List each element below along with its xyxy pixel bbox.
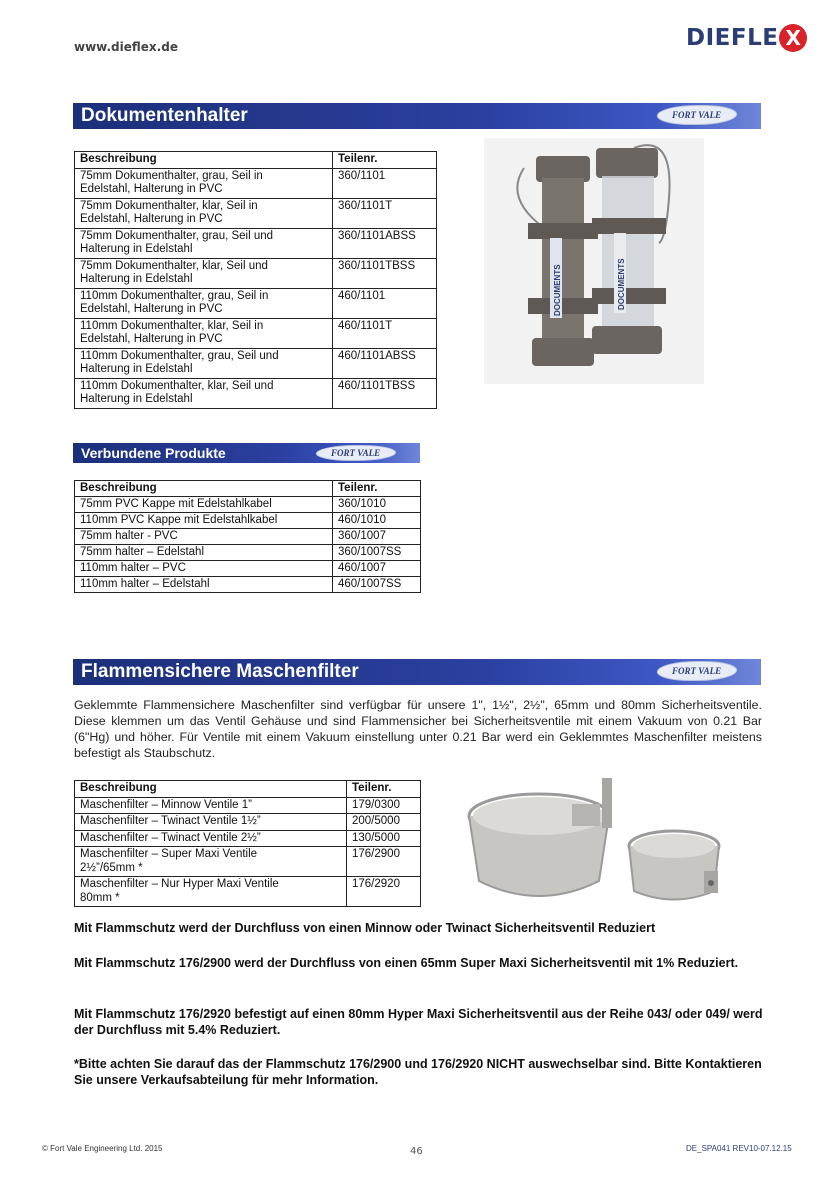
table-row xyxy=(75,529,421,545)
logo-text: DIEFLE xyxy=(686,25,779,51)
table-row xyxy=(75,288,437,318)
description-line: Halterung in Edelstahl xyxy=(80,393,193,405)
footer-doc-revision: DE_SPA041 REV10-07.12.15 xyxy=(686,1144,792,1153)
table-row xyxy=(75,228,437,258)
cell-beschreibung xyxy=(75,378,333,408)
cell-beschreibung xyxy=(75,814,347,831)
maschenfilter-description: Geklemmte Flammensichere Maschenfilter sind verfügbar für unsere 1", 1½", 2½", 65mm und 80mm Sicherheitsventile. Diese klemmen um das Ventil Gehäuse und sind Flammensicher bei Sicherheitsventile mit einem Vakuum von 0.21 Bar (6"Hg) und höher. Für Ventile mit einem Vakuum einstellung unter 0.21 Bar werd ein Geklemmtes Maschenfilter meistens befestigt als Staubschutz. xyxy=(74,698,762,760)
document-holder-illustration xyxy=(484,138,704,384)
cell-teilenr: 460/1007 xyxy=(333,561,421,577)
table-row xyxy=(75,545,421,561)
cell-teilenr: 460/1101ABSS xyxy=(333,348,437,378)
description-line: 110mm Dokumenthalter, klar, Seil in xyxy=(80,319,264,332)
mesh-filter-illustration xyxy=(464,776,744,906)
fort-vale-badge-text: FORT VALE xyxy=(331,448,381,458)
description-line: Edelstahl, Halterung in PVC xyxy=(80,213,223,225)
column-header-teilenr: Teilenr. xyxy=(347,781,421,798)
cell-beschreibung xyxy=(75,168,333,198)
description-line: 2½”/65mm * xyxy=(80,861,143,874)
column-header-beschreibung: Beschreibung xyxy=(75,481,333,497)
cell-beschreibung: 110mm PVC Kappe mit Edelstahlkabel xyxy=(75,513,333,529)
cell-teilenr: 360/1101TBSS xyxy=(333,258,437,288)
section-title-flammensichere-maschenfilter xyxy=(73,659,761,685)
description-line: Maschenfilter – Minnow Ventile 1” xyxy=(80,798,252,811)
column-header-teilenr: Teilenr. xyxy=(333,152,437,169)
cell-teilenr: 460/1101T xyxy=(333,318,437,348)
table-header-row xyxy=(75,781,421,798)
table-row xyxy=(75,830,421,847)
description-line: 80mm * xyxy=(80,891,120,904)
fort-vale-badge xyxy=(654,661,740,681)
description-line: Halterung in Edelstahl xyxy=(80,243,193,255)
cell-beschreibung xyxy=(75,288,333,318)
cell-beschreibung xyxy=(75,348,333,378)
cell-teilenr: 460/1007SS xyxy=(333,577,421,593)
cell-beschreibung xyxy=(75,830,347,847)
cell-beschreibung: 75mm halter – Edelstahl xyxy=(75,545,333,561)
fort-vale-badge-text: FORT VALE xyxy=(672,110,722,120)
description-line: Halterung in Edelstahl xyxy=(80,363,193,375)
cell-teilenr: 360/1007 xyxy=(333,529,421,545)
website-url[interactable]: www.dieflex.de xyxy=(74,40,178,54)
table-row xyxy=(75,378,437,408)
fort-vale-badge xyxy=(654,105,740,125)
description-line: 110mm Dokumenthalter, grau, Seil in xyxy=(80,289,269,302)
note-not-interchangeable: *Bitte achten Sie darauf das der Flammschutz 176/2900 und 176/2920 NICHT auswechselbar sind. Bitte Kontaktieren Sie unsere Verkaufsabteilung für mehr Information. xyxy=(74,1057,762,1087)
cell-teilenr: 460/1101 xyxy=(333,288,437,318)
cell-beschreibung xyxy=(75,258,333,288)
mesh-filter-photo xyxy=(464,776,744,906)
cell-beschreibung xyxy=(75,847,347,877)
section-title-text: Verbundene Produkte xyxy=(81,445,226,461)
footer-copyright: © Fort Vale Engineering Ltd. 2015 xyxy=(42,1144,163,1153)
table-row xyxy=(75,577,421,593)
cell-teilenr: 360/1007SS xyxy=(333,545,421,561)
cell-teilenr: 176/2900 xyxy=(347,847,421,877)
section-title-text: Flammensichere Maschenfilter xyxy=(81,661,359,682)
logo-x-mark: X xyxy=(779,24,807,52)
column-header-beschreibung: Beschreibung xyxy=(75,152,333,169)
section-title-dokumentenhalter xyxy=(73,103,761,129)
description-line: Maschenfilter – Twinact Ventile 1½” xyxy=(80,815,261,827)
table-row xyxy=(75,513,421,529)
description-line: 75mm Dokumenthalter, klar, Seil und xyxy=(80,259,268,272)
description-line: Halterung in Edelstahl xyxy=(80,273,193,285)
table-row xyxy=(75,561,421,577)
table-row xyxy=(75,877,421,907)
cell-teilenr: 460/1010 xyxy=(333,513,421,529)
cell-beschreibung: 75mm PVC Kappe mit Edelstahlkabel xyxy=(75,497,333,513)
cell-beschreibung xyxy=(75,318,333,348)
column-header-teilenr: Teilenr. xyxy=(333,481,421,497)
cell-beschreibung xyxy=(75,198,333,228)
cell-teilenr: 179/0300 xyxy=(347,797,421,814)
table-row xyxy=(75,168,437,198)
table-header-row xyxy=(75,152,437,169)
description-line: Edelstahl, Halterung in PVC xyxy=(80,183,223,195)
description-line: Maschenfilter – Twinact Ventile 2½” xyxy=(80,831,261,844)
fort-vale-badge-text: FORT VALE xyxy=(672,666,722,676)
description-line: 110mm Dokumenthalter, klar, Seil und xyxy=(80,379,274,392)
table-header-row xyxy=(75,481,421,497)
table-row xyxy=(75,258,437,288)
description-line: 75mm Dokumenthalter, grau, Seil in xyxy=(80,169,263,182)
document-holder-photo xyxy=(484,138,704,384)
description-line: 75mm Dokumenthalter, klar, Seil in xyxy=(80,199,258,212)
section-title-verbundene-produkte xyxy=(73,443,420,463)
dieflex-logo xyxy=(686,24,807,52)
cell-beschreibung: 110mm halter – PVC xyxy=(75,561,333,577)
description-line: Maschenfilter – Super Maxi Ventile xyxy=(80,848,258,860)
cell-teilenr: 360/1101ABSS xyxy=(333,228,437,258)
note-flow-super-maxi: Mit Flammschutz 176/2900 werd der Durchfluss von einen 65mm Super Maxi Sicherheitsventil mit 1% Reduziert. xyxy=(74,956,739,970)
table-row xyxy=(75,847,421,877)
fort-vale-badge xyxy=(313,445,398,461)
description-line: Edelstahl, Halterung in PVC xyxy=(80,303,223,315)
table-row xyxy=(75,797,421,814)
cell-teilenr: 360/1010 xyxy=(333,497,421,513)
cell-beschreibung: 75mm halter - PVC xyxy=(75,529,333,545)
documents-label-left: DOCUMENTS xyxy=(553,264,562,316)
table-row xyxy=(75,318,437,348)
table-row xyxy=(75,814,421,831)
maschenfilter-table xyxy=(74,780,421,907)
note-flow-hyper-maxi: Mit Flammschutz 176/2920 befestigt auf einen 80mm Hyper Maxi Sicherheitsventil aus der Reihe 043/ oder 049/ werd der Durchfluss mit 5.4% Reduziert. xyxy=(74,1007,763,1037)
cell-beschreibung xyxy=(75,877,347,907)
cell-teilenr: 360/1101T xyxy=(333,198,437,228)
cell-teilenr: 130/5000 xyxy=(347,830,421,847)
page-number: 46 xyxy=(410,1146,423,1157)
cell-teilenr: 200/5000 xyxy=(347,814,421,831)
table-row xyxy=(75,348,437,378)
cell-teilenr: 360/1101 xyxy=(333,168,437,198)
documents-label-right: DOCUMENTS xyxy=(617,258,626,310)
column-header-beschreibung: Beschreibung xyxy=(75,781,347,798)
description-line: Maschenfilter – Nur Hyper Maxi Ventile xyxy=(80,878,279,890)
cell-teilenr: 176/2920 xyxy=(347,877,421,907)
description-line: Edelstahl, Halterung in PVC xyxy=(80,333,223,345)
cell-beschreibung xyxy=(75,228,333,258)
dokumentenhalter-table xyxy=(74,151,437,409)
verbundene-produkte-table xyxy=(74,480,421,593)
table-row xyxy=(75,497,421,513)
table-row xyxy=(75,198,437,228)
cell-beschreibung: 110mm halter – Edelstahl xyxy=(75,577,333,593)
description-line: 110mm Dokumenthalter, grau, Seil und xyxy=(80,349,279,362)
cell-beschreibung xyxy=(75,797,347,814)
note-flow-minnow-twinact: Mit Flammschutz werd der Durchfluss von einen Minnow oder Twinact Sicherheitsventil Reduziert xyxy=(74,921,656,935)
cell-teilenr: 460/1101TBSS xyxy=(333,378,437,408)
section-title-text: Dokumentenhalter xyxy=(81,105,248,126)
description-line: 75mm Dokumenthalter, grau, Seil und xyxy=(80,229,274,242)
